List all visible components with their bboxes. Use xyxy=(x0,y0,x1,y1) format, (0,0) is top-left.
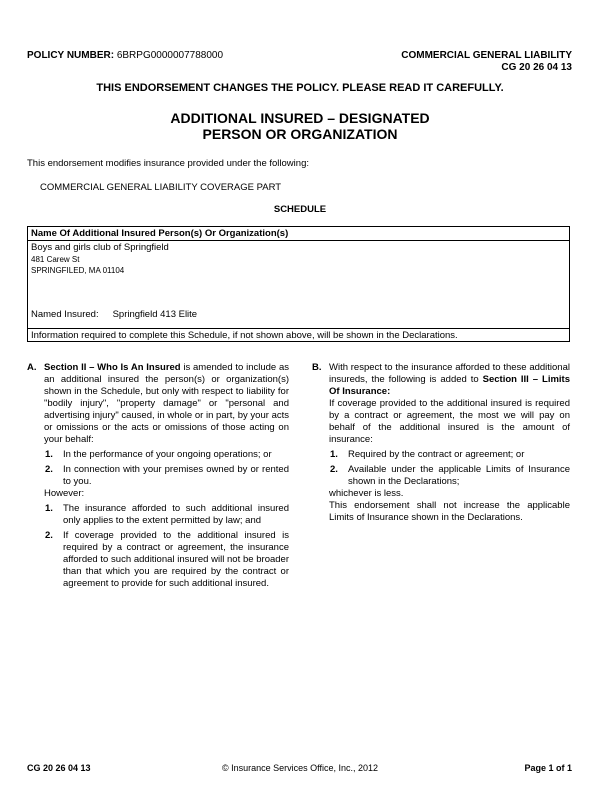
list-item xyxy=(27,530,289,590)
item-number: 1. xyxy=(45,449,53,460)
schedule-info-note: Information required to complete this Schedule, if not shown above, will be shown in the Declarations. xyxy=(31,330,458,341)
section-a xyxy=(27,362,289,590)
named-insured-value: Springfield 413 Elite xyxy=(112,309,198,320)
item-number: 2. xyxy=(45,530,53,541)
section-a-heading: Section II – Who Is An Insured xyxy=(44,362,181,373)
list-item xyxy=(312,464,570,488)
footer-form-code: CG 20 26 04 13 xyxy=(27,763,91,773)
section-a-body: is amended to include as an additional insured the person(s) or organization(s) shown in the Schedule, but only with respect to liability for "bodily injury", "property damage" or "personal and advertising injury" caused, in whole or in part, by your acts or omissions or the acts or omissions of those acting on your behalf: xyxy=(44,362,289,445)
address-line-1: 481 Carew St xyxy=(31,255,80,264)
title-line-2: PERSON OR ORGANIZATION xyxy=(202,126,398,142)
title-line-1: ADDITIONAL INSURED – DESIGNATED xyxy=(170,110,430,126)
section-b-paragraph-1: If coverage provided to the additional insured is required by a contract or agreement, the most we will pay on behalf of the additional insured is the amount of insurance: xyxy=(329,398,570,445)
however-label: However: xyxy=(44,488,85,499)
section-b-body: With respect to the insurance afforded to these additional insureds, the following is added to xyxy=(329,362,570,385)
section-b-paragraph-2: This endorsement shall not increase the applicable Limits of Insurance shown in the Declarations. xyxy=(329,500,570,523)
section-a-letter: A. xyxy=(27,362,37,373)
section-b-text xyxy=(312,362,570,398)
item-text: Available under the applicable Limits of Insurance shown in the Declarations; xyxy=(348,464,570,487)
footer-copyright: © Insurance Services Office, Inc., 2012 xyxy=(221,763,379,773)
item-number: 2. xyxy=(45,464,53,475)
item-text: If coverage provided to the additional insured is required by a contract or agreement, the insurance afforded to such additional insured will not be broader than that which you are required by the contract or agreement to provide for such additional insured. xyxy=(63,530,289,589)
policy-number-label: POLICY NUMBER: xyxy=(27,50,115,61)
intro-text: This endorsement modifies insurance provided under the following: xyxy=(27,158,309,169)
coverage-part: COMMERCIAL GENERAL LIABILITY COVERAGE PART xyxy=(40,182,282,193)
list-item xyxy=(312,449,570,461)
item-text: The insurance afforded to such additional insured only applies to the extent permitted by law; and xyxy=(63,503,289,526)
list-item xyxy=(27,464,289,488)
item-text: Required by the contract or agreement; or xyxy=(348,449,525,460)
endorsement-title xyxy=(0,110,600,142)
item-number: 1. xyxy=(330,449,338,460)
schedule-table xyxy=(27,226,570,342)
item-text: In connection with your premises owned by or rented to you. xyxy=(63,464,289,487)
address-line-2: SPRINGFILED, MA 01104 xyxy=(31,266,125,275)
section-a-text xyxy=(27,362,289,446)
list-item xyxy=(27,449,289,461)
change-notice: THIS ENDORSEMENT CHANGES THE POLICY. PLEASE READ IT CAREFULLY. xyxy=(96,82,504,94)
list-item xyxy=(27,503,289,527)
policy-number-value: 6BRPG0000007788000 xyxy=(116,50,224,61)
section-b-letter: B. xyxy=(312,362,322,373)
footer-page-number: Page 1 of 1 xyxy=(524,763,572,773)
named-insured-row xyxy=(31,309,197,320)
item-number: 2. xyxy=(330,464,338,475)
item-number: 1. xyxy=(45,503,53,514)
additional-insured-name: Boys and girls club of Springfield xyxy=(31,242,169,253)
whichever-text: whichever is less. xyxy=(329,488,404,499)
item-text: In the performance of your ongoing operations; or xyxy=(63,449,272,460)
form-header xyxy=(401,50,572,74)
form-code: CG 20 26 04 13 xyxy=(501,62,572,73)
section-b-heading: Section III – Limits Of Insurance: xyxy=(329,374,570,397)
policy-number-line xyxy=(27,50,223,61)
schedule-body xyxy=(28,242,569,329)
schedule-heading: SCHEDULE xyxy=(273,204,327,215)
form-title: COMMERCIAL GENERAL LIABILITY xyxy=(401,50,572,61)
named-insured-label: Named Insured: xyxy=(31,309,99,320)
schedule-column-header: Name Of Additional Insured Person(s) Or Organization(s) xyxy=(28,227,569,241)
section-b xyxy=(312,362,570,524)
